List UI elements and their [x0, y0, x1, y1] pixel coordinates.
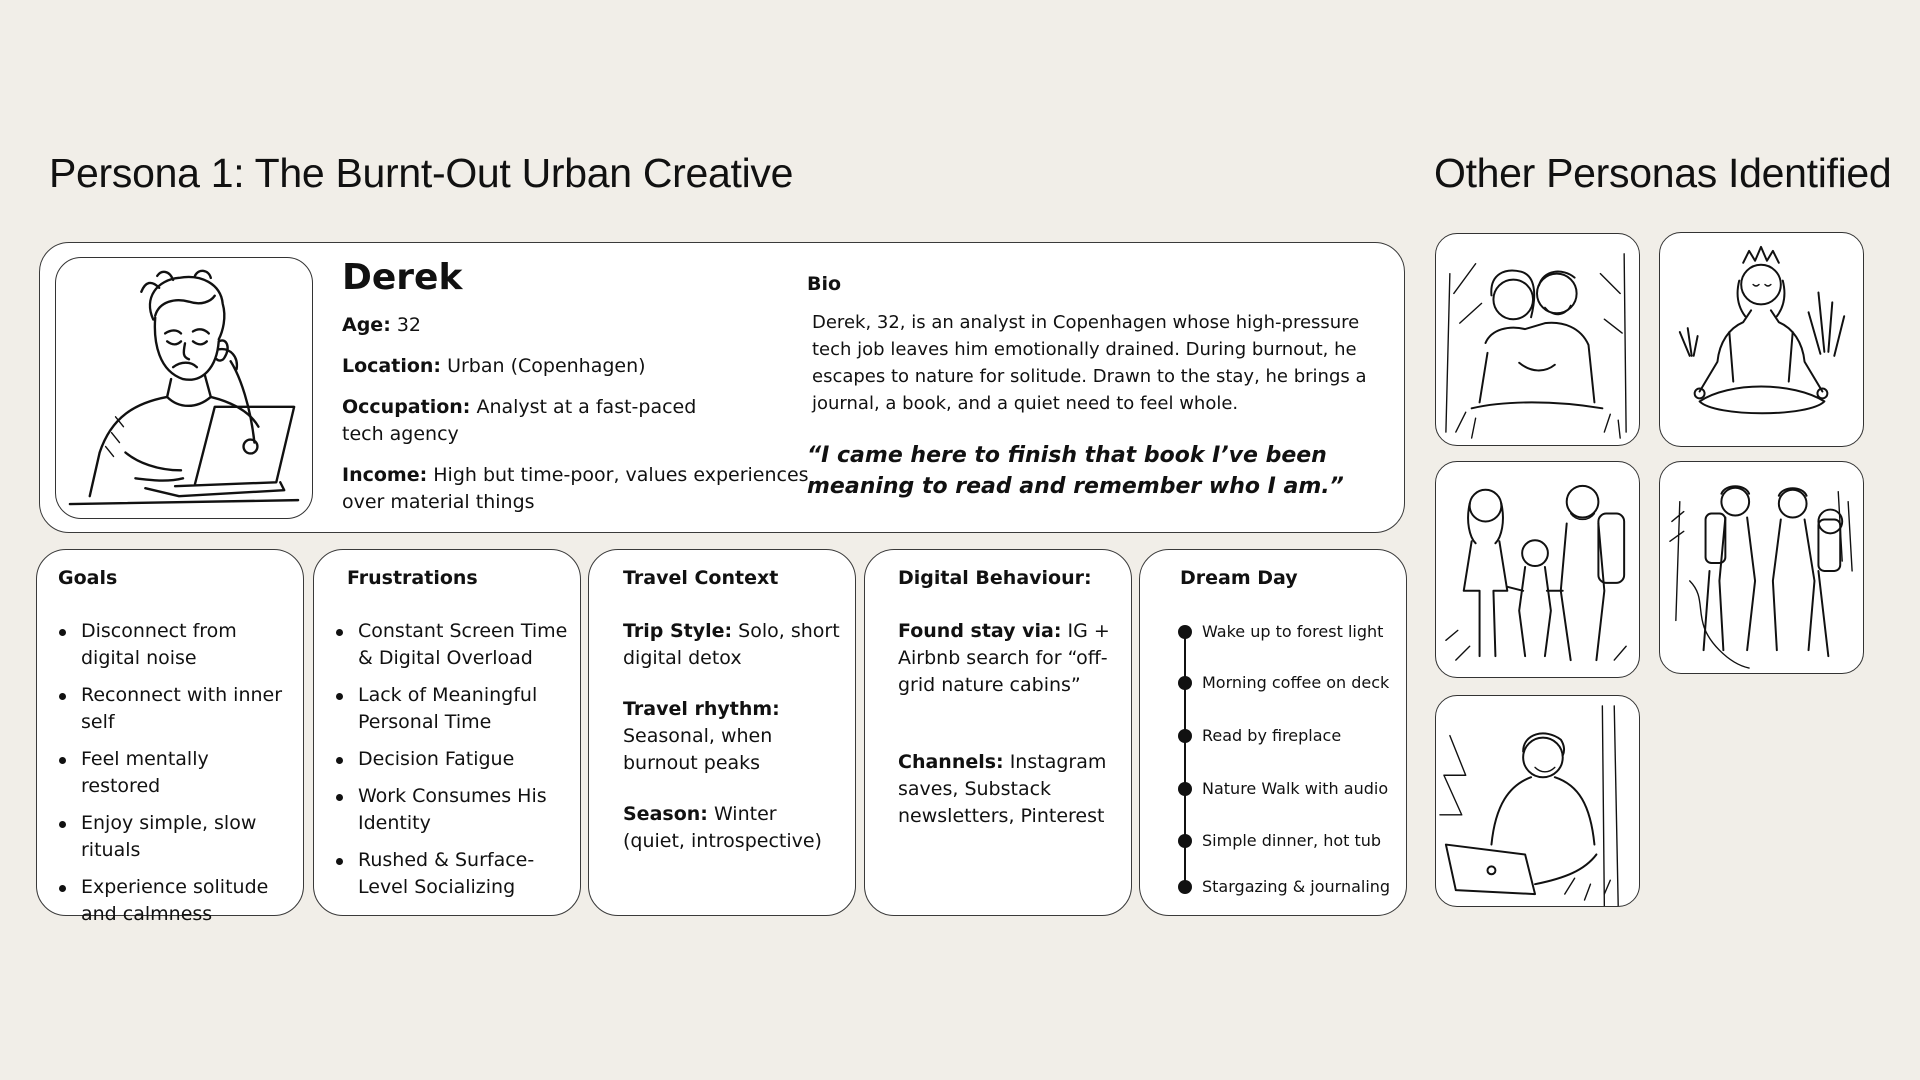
timeline-item: Wake up to forest light	[1176, 622, 1406, 642]
couple-illustration-icon	[1435, 233, 1640, 446]
frustrations-list	[335, 618, 568, 911]
meditating-woman-illustration-icon	[1659, 232, 1864, 447]
other-personas-title: Other Personas Identified	[1434, 150, 1892, 196]
list-item: Lack of Meaningful Personal Time	[335, 682, 568, 736]
timeline-item: Simple dinner, hot tub	[1176, 831, 1406, 851]
channels: Channels: Instagram saves, Substack newsletters, Pinterest	[898, 751, 1107, 827]
hiking-friends-illustration-icon	[1659, 461, 1864, 674]
dream-day-title: Dream Day	[1180, 567, 1298, 589]
bio-title: Bio	[807, 273, 842, 295]
bio-section	[807, 273, 1367, 502]
persona-occupation: Occupation: Analyst at a fast-paced tech agency	[342, 396, 697, 445]
timeline-item: Morning coffee on deck	[1176, 673, 1406, 693]
persona-income: Income: High but time-poor, values experiences over material things	[342, 464, 809, 513]
persona-quote: “I came here to finish that book I’ve been meaning to read and remember who I am.”	[807, 443, 1344, 499]
man-laptop-outdoors-illustration-icon	[1435, 695, 1640, 907]
timeline-item: Read by fireplace	[1176, 726, 1406, 746]
persona-location: Location: Urban (Copenhagen)	[342, 355, 646, 377]
family-hiking-illustration-icon	[1435, 461, 1640, 678]
list-item: Feel mentally restored	[58, 746, 291, 800]
travel-rhythm: Travel rhythm: Seasonal, when burnout peaks	[623, 698, 780, 774]
frustrations-card	[313, 549, 581, 916]
timeline-item: Stargazing & journaling	[1176, 877, 1406, 897]
list-item: Rushed & Surface-Level Socializing	[335, 847, 568, 901]
goals-card	[36, 549, 304, 925]
persona-profile-card	[39, 242, 1405, 533]
trip-style: Trip Style: Solo, short digital detox	[623, 620, 840, 669]
persona-name: Derek	[342, 257, 463, 298]
goals-list	[58, 618, 291, 938]
travel-context-title: Travel Context	[623, 567, 779, 589]
found-stay-via: Found stay via: IG + Airbnb search for “off-grid nature cabins”	[898, 620, 1110, 696]
travel-context-card	[588, 549, 856, 916]
travel-season: Season: Winter (quiet, introspective)	[623, 803, 822, 852]
list-item: Experience solitude and calmness	[58, 874, 291, 928]
dream-day-card	[1139, 549, 1407, 916]
list-item: Reconnect with inner self	[58, 682, 291, 736]
bio-text: Derek, 32, is an analyst in Copenhagen whose high-pressure tech job leaves him emotionally drained. During burnout, he escapes to nature for solitude. Drawn to the stay, he brings a journal, a book, and a quiet need to feel whole.	[812, 312, 1367, 414]
list-item: Work Consumes His Identity	[335, 783, 568, 837]
list-item: Decision Fatigue	[335, 746, 568, 773]
goals-title: Goals	[58, 567, 118, 589]
list-item: Disconnect from digital noise	[58, 618, 291, 672]
stressed-man-laptop-icon	[55, 257, 313, 519]
list-item: Constant Screen Time & Digital Overload	[335, 618, 568, 672]
digital-behaviour-card	[864, 549, 1132, 916]
page-title: Persona 1: The Burnt-Out Urban Creative	[49, 150, 794, 196]
list-item: Enjoy simple, slow rituals	[58, 810, 291, 864]
digital-behaviour-title: Digital Behaviour:	[898, 567, 1092, 589]
persona-age: Age: 32	[342, 314, 422, 336]
dream-day-timeline	[1176, 622, 1406, 894]
frustrations-title: Frustrations	[347, 567, 478, 589]
timeline-item: Nature Walk with audio	[1176, 779, 1406, 799]
